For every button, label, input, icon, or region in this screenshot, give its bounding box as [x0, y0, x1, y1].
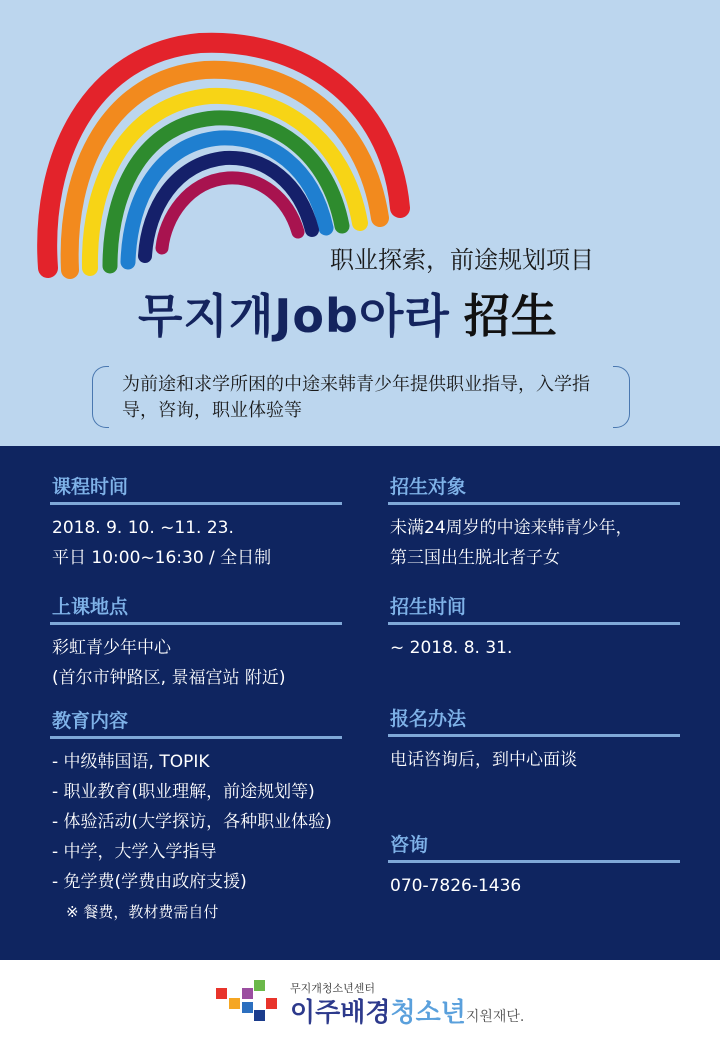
- section-heading: 咨询: [388, 830, 680, 863]
- section-heading: 招生对象: [388, 472, 680, 505]
- footer: [0, 960, 720, 1040]
- target-section: [388, 472, 680, 573]
- section-heading: 招生时间: [388, 592, 680, 625]
- info-panel: [0, 446, 720, 960]
- content-note: ※ 餐费，教材费需自付: [66, 903, 219, 921]
- recruit-time-section: [388, 592, 680, 663]
- section-body: [388, 871, 680, 901]
- description-text: 为前途和求学所困的中途来韩青少年提供职业指导，入学指导，咨询，职业体验等: [122, 374, 590, 421]
- section-body: [388, 633, 680, 663]
- location-name: 彩虹青少年中心: [52, 638, 171, 658]
- section-body: [50, 747, 342, 927]
- title-suffix: 招生: [463, 289, 558, 343]
- page-title: [138, 280, 558, 346]
- apply-section: [388, 704, 680, 775]
- title-main: 무지개Job아라: [138, 289, 450, 343]
- section-heading: 教育内容: [50, 706, 342, 739]
- section-heading: 上课地点: [50, 592, 342, 625]
- contact-phone: 070-7826-1436: [390, 876, 522, 896]
- course-time-section: [50, 472, 342, 573]
- content-item: - 中级韩国语, TOPIK: [52, 752, 210, 772]
- foundation-name-light: 청소년: [390, 998, 466, 1028]
- section-body: [388, 745, 680, 775]
- foundation-name-tail: 지원재단.: [465, 1009, 525, 1025]
- content-item: - 中学，大学入学指导: [52, 842, 217, 862]
- content-section: [50, 706, 342, 927]
- foundation-name: [290, 992, 524, 1029]
- location-section: [50, 592, 342, 693]
- foundation-logo-icon: [216, 980, 280, 1024]
- content-item: - 体验活动(大学探访，各种职业体验): [52, 812, 332, 832]
- content-item: - 职业教育(职业理解，前途规划等): [52, 782, 315, 802]
- center-name: 무지개청소년센터: [290, 982, 376, 995]
- content-item: - 免学费(学费由政府支援): [52, 872, 247, 892]
- recruit-deadline: ~ 2018. 8. 31.: [390, 638, 513, 658]
- course-date: 2018. 9. 10. ~11. 23.: [52, 518, 234, 538]
- description-box: [92, 366, 630, 428]
- target-line: 第三国出生脱北者子女: [390, 548, 560, 568]
- left-brace: [92, 366, 109, 428]
- location-address: (首尔市钟路区, 景福宫站 附近): [52, 668, 286, 688]
- subtitle: 职业探索，前途规划项目: [330, 246, 594, 274]
- foundation-name-dark: 이주배경: [290, 998, 391, 1028]
- header-area: [0, 0, 720, 446]
- section-body: [50, 633, 342, 693]
- apply-method: 电话咨询后，到中心面谈: [390, 750, 577, 770]
- section-body: [388, 513, 680, 573]
- section-heading: 课程时间: [50, 472, 342, 505]
- section-body: [50, 513, 342, 573]
- right-brace: [613, 366, 630, 428]
- course-hours: 平日 10:00~16:30 / 全日制: [52, 548, 272, 568]
- contact-section: [388, 830, 680, 901]
- section-heading: 报名办法: [388, 704, 680, 737]
- target-line: 未满24周岁的中途来韩青少年，: [390, 518, 633, 538]
